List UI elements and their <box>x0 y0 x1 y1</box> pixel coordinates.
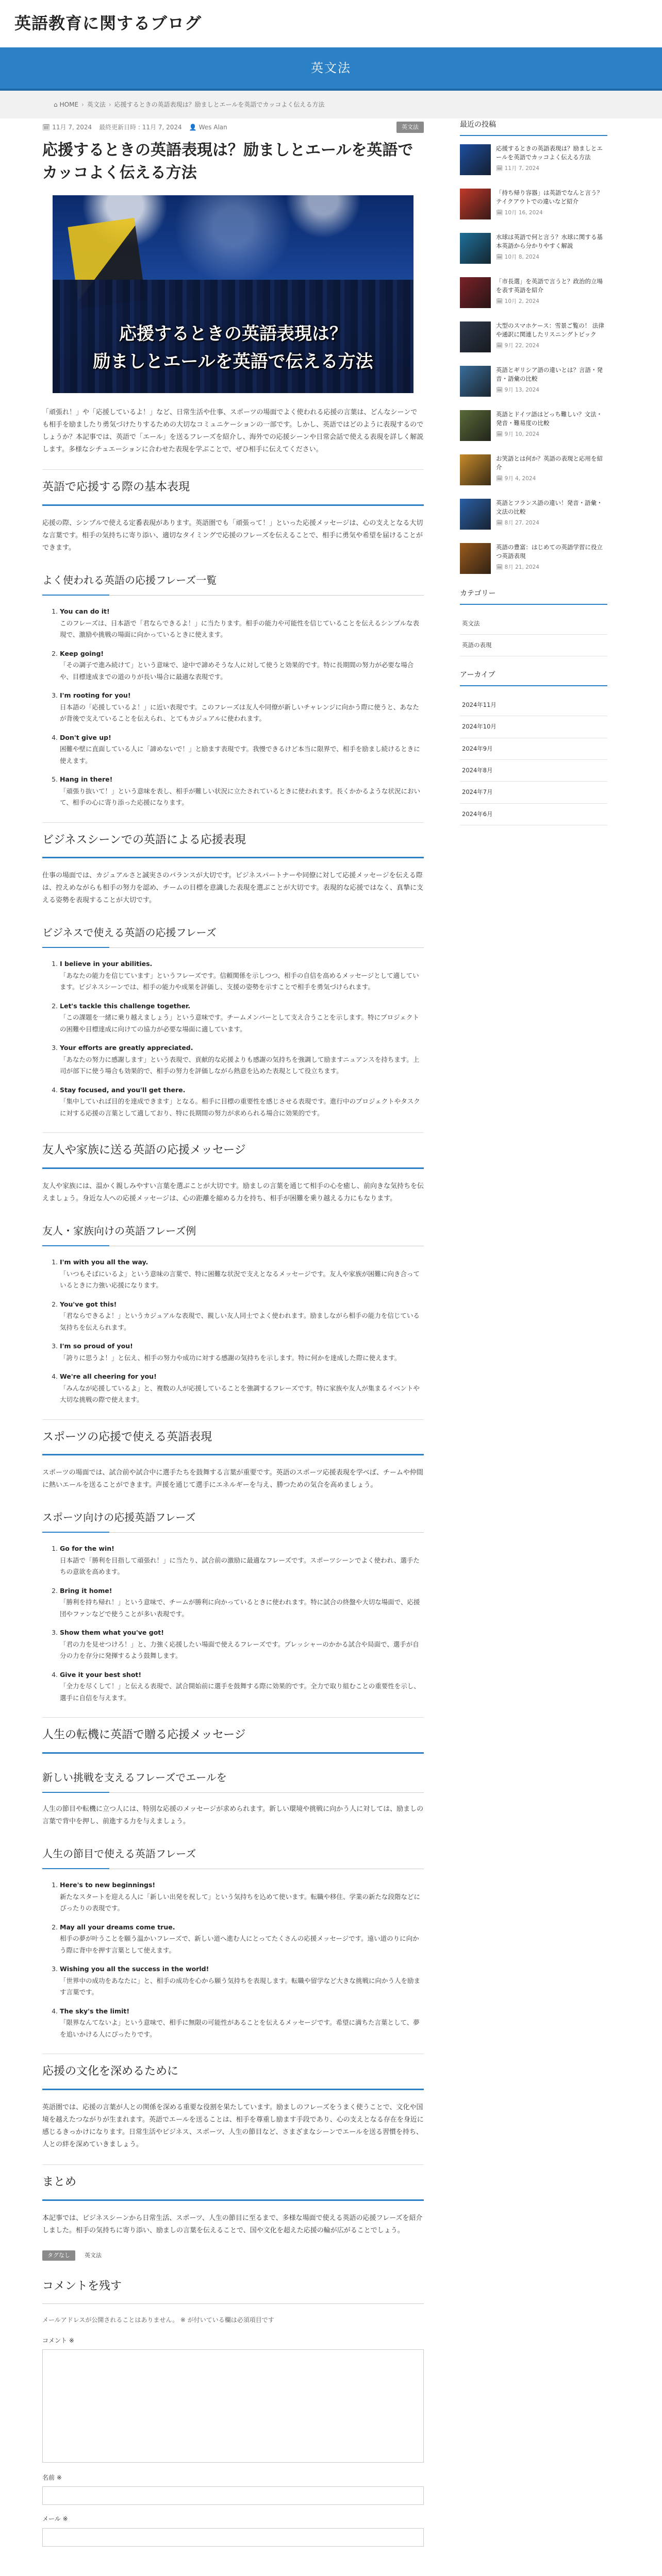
list-item <box>60 1371 424 1406</box>
post-thumbnail[interactable] <box>460 499 491 530</box>
phrase-desc: 「全力を尽くして！」と伝える表現で、試合開始前に選手を鼓舞する際に効果的です。全力で取り組むことの重要性を示し、選手に自信を与えます。 <box>60 1682 420 1702</box>
phrase-en: 2. Let's tackle this challenge together. <box>60 1002 191 1010</box>
phrase-desc: 「その調子で進み続けて」という意味で、途中で諦めそうな人に対して使うと効果的です。特に長期間の努力が必要な場合や、目標達成までの道のりが長い場合に最適な表現です。 <box>60 661 414 681</box>
phrase-desc: 日本語の「応援しているよ！」に近い表現です。このフレーズは友人や同僚が新しいチャレンジに向かう際に使うと、あなたが背後で支えていることを伝えられ、とてもカジュアルに使われます。 <box>60 703 419 723</box>
phrase-en: 1. Go for the win! <box>60 1545 114 1553</box>
list-item <box>60 1922 424 1957</box>
breadcrumb-current: 応援するときの英語表現は？励ましとエールを英語でカッコよく伝える方法 <box>114 100 325 108</box>
recent-post-item[interactable] <box>460 233 607 268</box>
recent-post-title[interactable]: 英語とギリシア語の違いとは？言語・発音・語彙の比較 <box>496 366 603 383</box>
phrase-desc: 「みんなが応援しているよ」と、複数の人が応援していることを強調するフレーズです。特に家族や友人が集まるイベントや大切な挑戦の際で使えます。 <box>60 1384 420 1404</box>
recent-post-date: 🗓 9月 4, 2024 <box>496 476 536 482</box>
archive-item[interactable]: 2024年7月 <box>460 782 607 803</box>
phrase-en: 2. Keep going! <box>60 649 104 657</box>
category-badge[interactable]: 英文法 <box>396 122 424 133</box>
recent-post-date: 🗓 11月 7, 2024 <box>496 165 539 172</box>
email-input[interactable] <box>42 2528 424 2547</box>
phrase-en: 5. Hang in there! <box>60 775 113 784</box>
recent-post-item[interactable] <box>460 410 607 445</box>
breadcrumb-sep: › <box>81 100 84 108</box>
section-heading: ビジネスシーンでの英語による応援表現 <box>42 822 424 859</box>
list-item <box>60 1585 424 1620</box>
section-text: 英語圏では、応援の言葉が人との関係を深める重要な役割を果たしています。励ましのフレーズをうまく使うことで、文化や国境を越えたつながりが生まれます。英語でエールを送ることは、相手を尊重し励ます手段であり、心の支えとなる存在を身近に感じるきっかけになります。日常生活やビジネス、スポーツ、人生の節目など、さまざまなシーンでエールを送る習慣を持ち、人との絆を深めていきましょう。 <box>42 2103 424 2149</box>
categories-title: カテゴリー <box>460 587 607 605</box>
post-thumbnail[interactable] <box>460 366 491 397</box>
recent-post-title[interactable]: 大型のスマホケース：雪景ご覧の！ 法律や通訳に関連したリスニングトピック <box>496 321 604 338</box>
recent-posts-title: 最近の投稿 <box>460 118 607 136</box>
phrase-desc: 「あなたの努力に感謝します」という表現で、貢献的な応援よりも感謝の気持ちを強調して励ますニュアンスを持ちます。上司が部下に使う場合も効果的で、相手の努力を評価しながら熱意を込めた表現として役立ちます。 <box>60 1055 420 1075</box>
category-item[interactable]: 英文法 <box>460 613 607 635</box>
list-item <box>60 1341 424 1364</box>
phrase-desc: 「君ならできるよ！」というカジュアルな表現で、親しい友人同士でよく使われます。励ましながら相手の能力を信じている気持ちを伝えられます。 <box>60 1312 420 1331</box>
phrase-en: 3. I'm rooting for you! <box>60 691 131 700</box>
list-item <box>60 774 424 809</box>
post-thumbnail[interactable] <box>460 233 491 264</box>
published-date: 11月 7, 2024 <box>52 123 92 131</box>
list-item <box>60 1084 424 1120</box>
comments-note: メールアドレスが公開されることはありません。 ※ が付いている欄は必須項目です <box>42 2316 274 2324</box>
archive-item[interactable]: 2024年8月 <box>460 760 607 782</box>
recent-post-item[interactable] <box>460 366 607 401</box>
phrase-desc: 「あなたの能力を信じています」というフレーズです。信頼関係を示しつつ、相手の自信を高めるメッセージとして適しています。ビジネスシーンでは、相手の能力や成果を評価し、支援の姿勢を示すことで相手を勇気づけられます。 <box>60 971 419 991</box>
list-item <box>60 648 424 683</box>
post-thumbnail[interactable] <box>460 144 491 175</box>
phrase-desc: 「君の力を見せつけろ！」と、力強く応援したい場面で使えるフレーズです。プレッシャーのかかる試合や局面で、選手が自分の力を存分に発揮するよう鼓舞します。 <box>60 1640 419 1660</box>
phrase-desc: 相手の夢が叶うことを願う温かいフレーズで、新しい道へ進む人にとってたくさんの応援メッセージです。遠い道のりに向かう際に背中を押す言葉として使えます。 <box>60 1935 419 1954</box>
section-text: 本記事では、ビジネスシーンから日常生活、スポーツ、人生の節目に至るまで、多様な場面で使える英語の応援フレーズを紹介しました。相手の気持ちに寄り添い、励ましの言葉を伝えることで、国や文化を超えた応援の輪が広がることでしょう。 <box>42 2214 423 2234</box>
recent-post-title[interactable]: 「持ち帰り容器」は英語でなんと言う？テイクアウトでの違いなど紹介 <box>496 189 603 206</box>
section-text: スポーツの場面では、試合前や試合中に選手たちを鼓舞する言葉が重要です。英語のスポーツ応援表現を学べば、チームや仲間に熱いエールを送ることができます。声援を通じて選手にエネルギーを与え、勝つための気合を高めましょう。 <box>42 1469 423 1489</box>
section-text: 仕事の場面では、カジュアルさと誠実さのバランスが大切です。ビジネスパートナーや同僚に対して応援メッセージを伝える際は、控えめながらも相手の努力を認め、チームの目標を意識した表現を選ぶことが大切です。表現的な応援ではなく、真摯に支える姿勢を表現することが大切です。 <box>42 872 424 905</box>
recent-post-title[interactable]: お笑語とは何か？英語の表現と応用を紹介 <box>496 454 603 471</box>
intro-text: 「頑張れ！」や「応援しているよ！」など、日常生活や仕事、スポーツの場面でよく使われる応援の言葉は、どんなシーンでも相手を励ましたり勇気づけたりするための大切なコミュニケーションの一部です。しかし、英語ではどのように表現するのでしょうか？本記事では、英語で「エール」を送るフレーズを紹介し、海外での応援シーンや日常会話で使える表現を詳しく解説します。多様なシチュエーションに合わせた表現を学ぶことで、ぜひ相手に伝えてください。 <box>42 409 424 454</box>
phrase-list <box>60 1879 424 2040</box>
category-list <box>460 613 607 657</box>
recent-post-title[interactable]: 英語の豊富：はじめての英語学習に役立つ英語表現 <box>496 543 603 560</box>
recent-post-title[interactable]: 応援するときの英語表現は？励ましとエールを英語でカッコよく伝える方法 <box>496 144 603 161</box>
home-icon: ⌂ <box>54 100 58 108</box>
comments-title: コメントを残す <box>42 2271 424 2304</box>
nav-item-grammar[interactable]: 英文法 <box>311 60 351 75</box>
section-text: 応援の際、シンプルで使える定番表現があります。英語圏でも「頑張って！」といった応援メッセージは、心の支えとなる大切な言葉です。相手の気持ちに寄り添い、適切なタイミングで応援のフレーズを伝えることで、相手に勇気や希望を届けることができます。 <box>42 519 423 552</box>
recent-post-date: 🗓 10月 8, 2024 <box>496 254 539 261</box>
list-item <box>60 732 424 767</box>
tag-category[interactable]: 英文法 <box>85 2251 102 2259</box>
phrase-en: 4. We're all cheering for you! <box>60 1372 157 1381</box>
recent-post-title[interactable]: 「市長選」を英語で言うと？政治的立場を表す英語を紹介 <box>496 277 603 294</box>
section-heading: 人生の転機に英語で贈る応援メッセージ <box>42 1717 424 1754</box>
phrase-desc: 「限界なんてないよ」という意味で、相手に無限の可能性があることを伝えるメッセージです。希望に満ちた言葉として、夢を追いかける人にぴったりです。 <box>60 2019 420 2038</box>
updated-date: 最終更新日時 : 11月 7, 2024 <box>99 123 182 131</box>
recent-post-item[interactable] <box>460 277 607 312</box>
recent-post-item[interactable] <box>460 144 607 179</box>
phrase-en: 1. I believe in your abilities. <box>60 960 153 968</box>
phrase-en: 1. You can do it! <box>60 607 110 616</box>
list-item <box>60 690 424 725</box>
recent-posts <box>460 144 607 578</box>
phrase-desc: 「この課題を一緒に乗り越えましょう」という意味です。チームメンバーとして支え合うことを示します。特にプロジェクトの困難や目標達成に向けての協力が必要な場面に適しています。 <box>60 1013 419 1033</box>
phrase-list <box>60 606 424 809</box>
archive-item[interactable]: 2024年6月 <box>460 804 607 825</box>
recent-post-title[interactable]: 水球は英語で何と言う？水球に関する基本英語から分かりやすく解説 <box>496 233 603 250</box>
phrase-en: 3. Show them what you've got! <box>60 1629 164 1637</box>
subsection-heading: スポーツ向けの応援英語フレーズ <box>42 1505 424 1533</box>
section-heading: 応援の文化を深めるために <box>42 2054 424 2090</box>
post-thumbnail[interactable] <box>460 454 491 485</box>
hero-image <box>53 195 413 393</box>
section-text: 友人や家族には、温かく親しみやすい言葉を選ぶことが大切です。励ましの言葉を通じて相手の心を癒し、前向きな気持ちを伝えましょう。身近な人への応援メッセージは、心の距離を縮める力を持ち、相手が困難を乗り越える力にもなります。 <box>42 1182 424 1203</box>
recent-post-date: 🗓 8月 27, 2024 <box>496 520 539 527</box>
email-label: メール ※ <box>42 2515 68 2523</box>
tag-badge[interactable]: タグなし <box>42 2250 75 2261</box>
phrase-desc: 「世界中の成功をあなたに」と、相手の成功を心から願う気持ちを表現します。転職や留学など大きな挑戦に向かう人を励ます言葉です。 <box>60 1976 421 1996</box>
section-heading: まとめ <box>42 2164 424 2201</box>
post-meta <box>42 118 424 136</box>
calendar-icon: 🗓 <box>42 123 51 131</box>
archives-title: アーカイブ <box>460 669 607 686</box>
breadcrumb-home[interactable]: HOME <box>59 100 79 108</box>
post-thumbnail[interactable] <box>460 543 491 574</box>
recent-post-date: 🗓 9月 22, 2024 <box>496 343 539 349</box>
recent-post-date: 🗓 9月 10, 2024 <box>496 431 539 438</box>
list-item <box>60 1543 424 1578</box>
phrase-desc: 困難や壁に直面している人に「諦めないで！」と励ます表現です。我慢できるけど本当に限界で、相手を励まし続けるときに使えます。 <box>60 745 420 765</box>
sidebar <box>460 118 607 838</box>
phrase-en: 1. I'm with you all the way. <box>60 1258 148 1266</box>
post-thumbnail[interactable] <box>460 321 491 352</box>
breadcrumb-sep: › <box>108 100 111 108</box>
subsection-heading: よく使われる英語の応援フレーズ一覧 <box>42 568 424 596</box>
phrase-en: 2. Bring it home! <box>60 1586 112 1595</box>
name-input[interactable] <box>42 2486 424 2505</box>
list-item <box>60 1299 424 1334</box>
phrase-en: 3. Your efforts are greatly appreciated. <box>60 1044 193 1052</box>
phrase-desc: このフレーズは、日本語で「君ならできるよ！」に当たります。相手の能力や可能性を信じていることを伝えるシンプルな表現で、激励や挑戦の場面に向かっているときに使えます。 <box>60 619 419 639</box>
list-item <box>60 1879 424 1914</box>
phrase-en: 4. Don't give up! <box>60 733 111 741</box>
subsection-heading: 新しい挑戦を支えるフレーズでエールを <box>42 1765 424 1793</box>
phrase-en: 2. You've got this! <box>60 1300 117 1308</box>
hero-caption-1: 応援するときの英語表現は？ <box>119 324 347 344</box>
list-item <box>60 1963 424 1998</box>
section-text: 人生の節目や転機に立つ人には、特別な応援のメッセージが求められます。新しい環境や挑戦に向かう人に対しては、励ましの言葉で背中を押し、前進する力を与えましょう。 <box>42 1805 424 1826</box>
archive-item[interactable]: 2024年10月 <box>460 716 607 738</box>
subsection-heading: 人生の節目で使える英語フレーズ <box>42 1841 424 1869</box>
recent-post-date: 🗓 8月 21, 2024 <box>496 564 539 571</box>
recent-post-item[interactable] <box>460 454 607 489</box>
comment-textarea[interactable] <box>42 2349 424 2463</box>
author-name[interactable]: Wes Alan <box>198 123 227 131</box>
recent-post-item[interactable] <box>460 189 607 224</box>
phrase-desc: 「勝利を持ち帰れ！」という意味で、チームが勝利に向かっているときに使われます。特に試合の終盤や大切な場面で、応援団やファンなどで使うことが多い表現です。 <box>60 1598 420 1618</box>
global-nav <box>0 47 662 91</box>
recent-post-item[interactable] <box>460 543 607 578</box>
post-thumbnail[interactable] <box>460 410 491 441</box>
name-label: 名前 ※ <box>42 2474 62 2482</box>
list-item <box>60 1042 424 1077</box>
breadcrumb-category[interactable]: 英文法 <box>87 100 106 108</box>
phrase-desc: 「いつもそばにいるよ」という意味の言葉で、特に困難な状況で支えとなるメッセージです。友人や家族が困難に向き合っているときに力強い応援になります。 <box>60 1269 420 1290</box>
phrase-en: 4. Stay focused, and you'll get there. <box>60 1086 186 1094</box>
phrase-list <box>60 1543 424 1704</box>
comment-label: コメント ※ <box>42 2337 74 2345</box>
list-item <box>60 958 424 993</box>
main-content <box>42 118 424 2555</box>
archive-item[interactable]: 2024年9月 <box>460 738 607 760</box>
subsection-heading: ビジネスで使える英語の応援フレーズ <box>42 920 424 948</box>
phrase-desc: 「誇りに思うよ！」と伝え、相手の努力や成功に対する感謝の気持ちを示します。特に何かを達成した際に使えます。 <box>60 1353 401 1362</box>
list-item <box>60 1001 424 1036</box>
category-item[interactable]: 英語の表現 <box>460 635 607 656</box>
recent-post-date: 🗓 10月 2, 2024 <box>496 298 539 305</box>
phrase-en: 1. Here's to new beginnings! <box>60 1881 156 1889</box>
site-header <box>0 0 662 47</box>
post-thumbnail[interactable] <box>460 277 491 308</box>
phrase-en: 3. Wishing you all the success in the world! <box>60 1965 209 1973</box>
list-item <box>60 1669 424 1704</box>
section-heading: 英語で応援する際の基本表現 <box>42 469 424 506</box>
archive-item[interactable]: 2024年11月 <box>460 694 607 716</box>
phrase-en: 4. The sky's the limit! <box>60 2007 130 2015</box>
phrase-list <box>60 1257 424 1406</box>
phrase-en: 4. Give it your best shot! <box>60 1670 142 1679</box>
phrase-en: 3. I'm so proud of you! <box>60 1342 133 1350</box>
post-thumbnail[interactable] <box>460 189 491 219</box>
recent-post-date: 🗓 10月 16, 2024 <box>496 210 543 216</box>
hero-caption-2: 励ましとエールを英語で伝える方法 <box>93 351 373 372</box>
phrase-en: 2. May all your dreams come true. <box>60 1923 175 1931</box>
recent-post-title[interactable]: 英語とドイツ語はどっち難しい？文法・発音・難易度の比較 <box>496 410 603 427</box>
archive-list <box>460 694 607 825</box>
phrase-desc: 「集中していれば目的を達成できます」となる。相手に目標の重要性を感じさせる表現です。進行中のプロジェクトやタスクに対する応援の言葉として適しており、特に長期間の努力が求められる場合に効果的です。 <box>60 1097 420 1117</box>
list-item <box>60 606 424 641</box>
recent-post-date: 🗓 9月 13, 2024 <box>496 387 539 394</box>
recent-post-item[interactable] <box>460 499 607 534</box>
breadcrumb <box>0 91 662 118</box>
post-tags <box>42 2250 424 2261</box>
list-item <box>60 1627 424 1662</box>
phrase-desc: 日本語で「勝利を目指して頑張れ！」に当たり、試合前の激励に最適なフレーズです。スポーツシーンでよく使われ、選手たちの意欲を高めます。 <box>60 1556 420 1576</box>
phrase-desc: 新たなスタートを迎える人に「新しい出発を祝して」という気持ちを込めて使います。転職や移住、学業の新たな段階などにぴったりの表現です。 <box>60 1892 421 1912</box>
page-title: 応援するときの英語表現は？励ましとエールを英語でカッコよく伝える方法 <box>42 141 413 182</box>
section-heading: スポーツの応援で使える英語表現 <box>42 1419 424 1456</box>
site-title[interactable]: 英語教育に関するブログ <box>14 13 202 33</box>
subsection-heading: 友人・家族向けの英語フレーズ例 <box>42 1218 424 1246</box>
recent-post-item[interactable] <box>460 321 607 357</box>
list-item <box>60 2006 424 2041</box>
phrase-desc: 「頑張り抜いて！」という意味を表し、相手が難しい状況に立たされているときに使われます。長くかかるような状況において、相手の心に寄り添った応援になります。 <box>60 787 421 807</box>
recent-post-title[interactable]: 英語とフランス語の違い！発音・語彙・文法の比較 <box>496 499 603 516</box>
section-heading: 友人や家族に送る英語の応援メッセージ <box>42 1132 424 1169</box>
phrase-list <box>60 958 424 1119</box>
list-item <box>60 1257 424 1292</box>
user-icon: 👤 <box>189 123 197 131</box>
